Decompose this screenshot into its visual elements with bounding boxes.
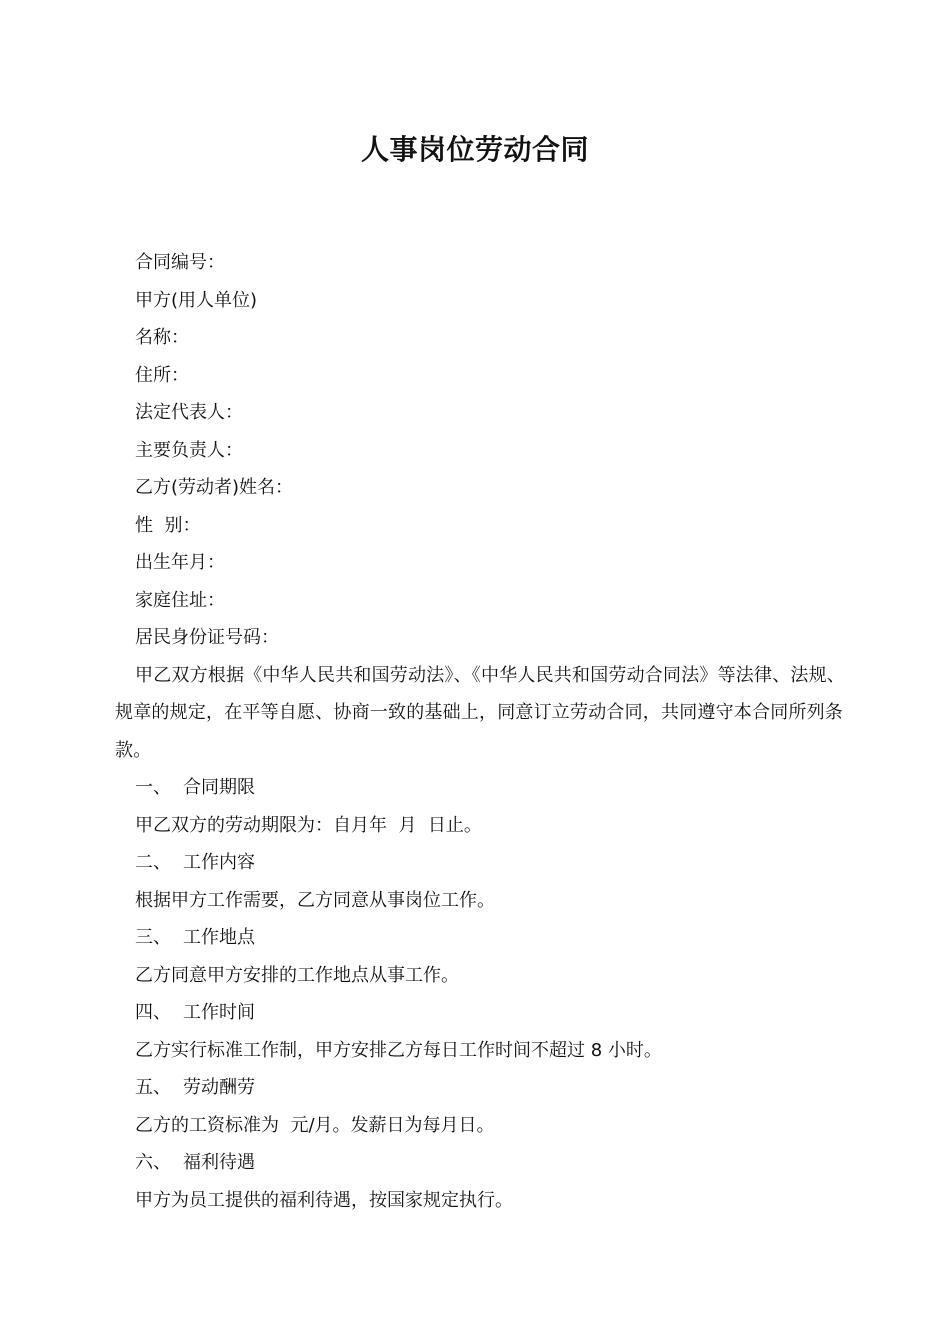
section-number: 四、: [135, 1002, 171, 1023]
document-body: [115, 244, 855, 1219]
field-name: 名称：: [135, 327, 189, 348]
section-number: 三、: [135, 927, 171, 948]
section-body: 甲乙双方的劳动期限为：自月年 月 日止。: [135, 814, 482, 836]
field-principal: 主要负责人：: [135, 439, 243, 461]
section-title: 福利待遇: [183, 1152, 255, 1173]
section-title: 劳动酬劳: [183, 1077, 255, 1098]
section-heading: [115, 1144, 855, 1182]
section-heading: [115, 769, 855, 807]
field-legal-rep: 法定代表人：: [135, 402, 243, 423]
section-body: 乙方实行标准工作制，甲方安排乙方每日工作时间不超过 8 小时。: [135, 1039, 662, 1061]
field-gender: 性 别：: [135, 514, 201, 536]
field-party-b-name: 乙方(劳动者)姓名：: [135, 477, 294, 498]
section-heading: [115, 994, 855, 1032]
preamble-paragraph: 甲乙双方根据《中华人民共和国劳动法》、《中华人民共和国劳动合同法》等法律、法规、规章的规定，在平等自愿、协商一致的基础上，同意订立劳动合同，共同遵守本合同所列条款。: [115, 664, 845, 761]
section-heading: [115, 919, 855, 957]
field-birth: 出生年月：: [135, 552, 225, 573]
section-heading: [115, 844, 855, 882]
section-body: 乙方同意甲方安排的工作地点从事工作。: [135, 964, 459, 986]
section-body: 乙方的工资标准为 元/月。发薪日为每月日。: [135, 1114, 495, 1136]
field-home-address: 家庭住址：: [135, 589, 225, 611]
field-party-a: 甲方(用人单位): [135, 289, 258, 311]
section-title: 工作时间: [183, 1002, 255, 1023]
field-id-number: 居民身份证号码：: [135, 627, 279, 648]
section-body: 甲方为员工提供的福利待遇，按国家规定执行。: [135, 1189, 513, 1211]
section-title: 工作内容: [183, 852, 255, 873]
section-title: 工作地点: [183, 927, 255, 948]
section-title: 合同期限: [183, 777, 255, 798]
section-number: 一、: [135, 777, 171, 798]
section-number: 二、: [135, 852, 171, 873]
section-body: 根据甲方工作需要，乙方同意从事岗位工作。: [135, 889, 495, 911]
section-number: 六、: [135, 1152, 171, 1173]
section-heading: [115, 1069, 855, 1107]
document-title: 人事岗位劳动合同: [360, 133, 589, 166]
section-number: 五、: [135, 1077, 171, 1098]
field-contract-no: 合同编号：: [135, 252, 225, 273]
field-address: 住所：: [135, 364, 189, 386]
